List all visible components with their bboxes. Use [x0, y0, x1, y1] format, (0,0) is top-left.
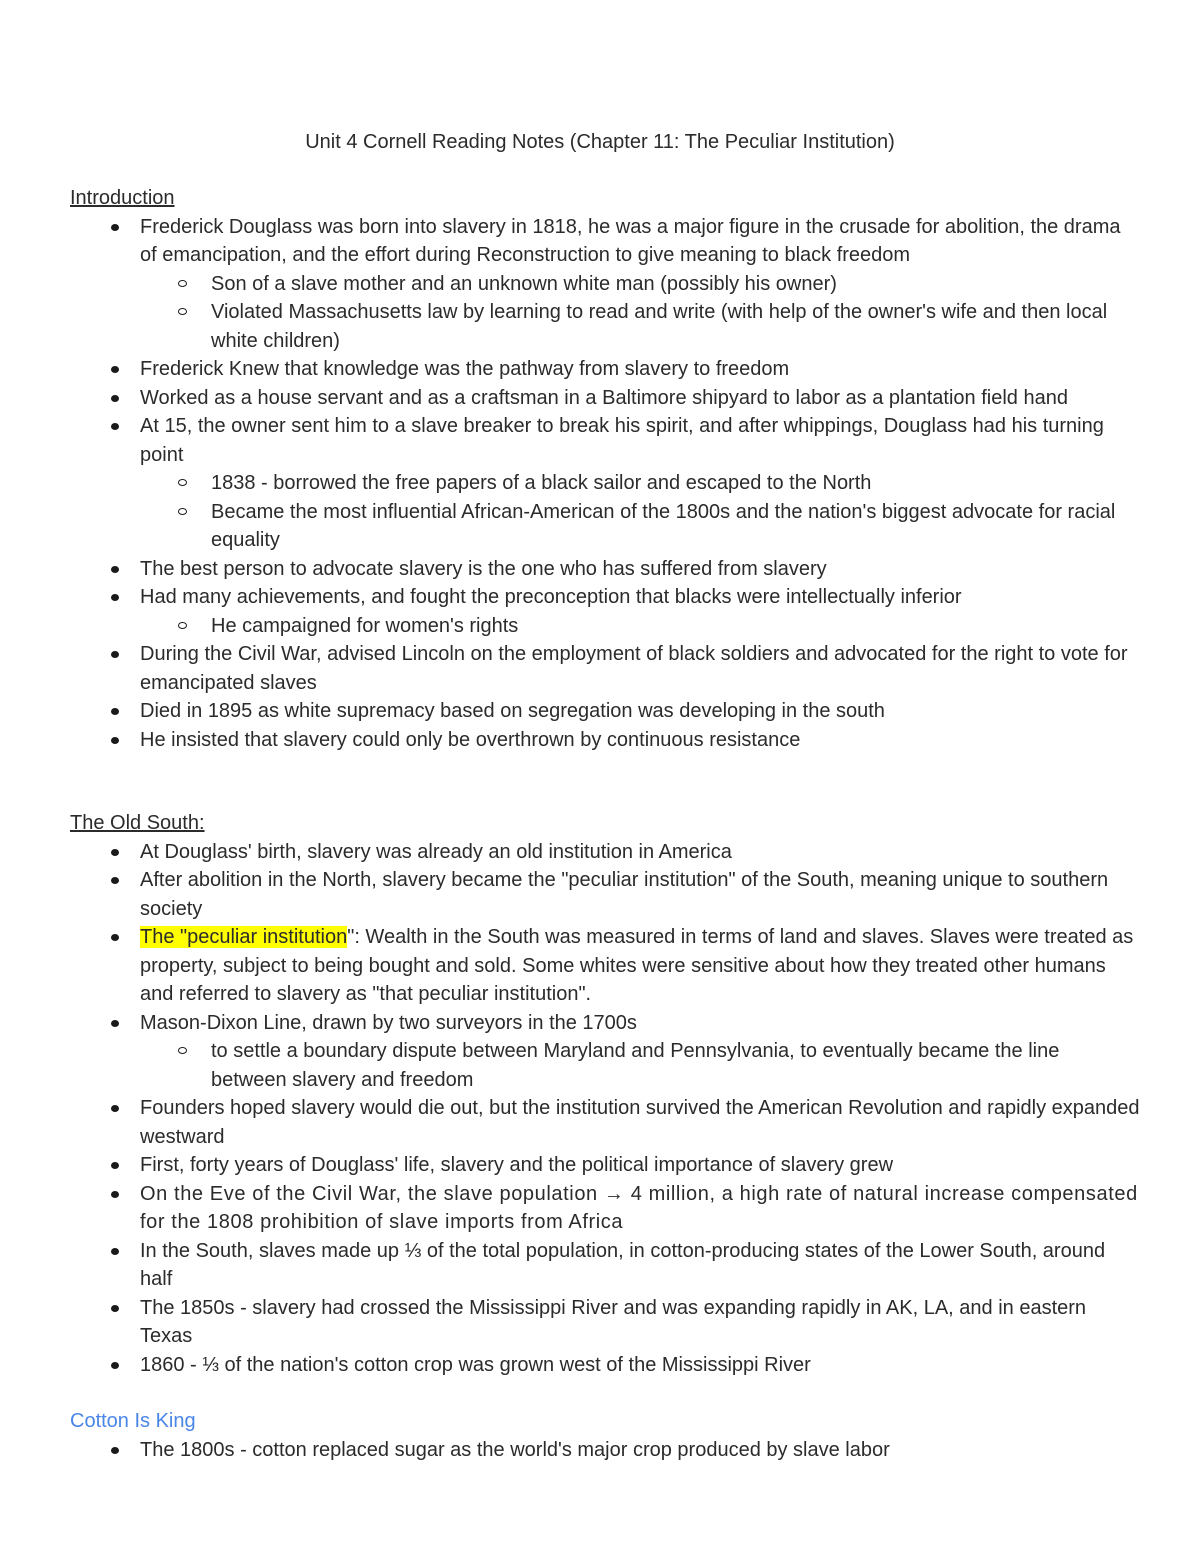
bullet-list [70, 1436, 1140, 1465]
list-item-highlighted [70, 923, 1140, 1009]
highlighted-text: The "peculiar institution [140, 926, 348, 948]
sub-list-item: Son of a slave mother and an unknown white man (possibly his owner) [70, 270, 1140, 299]
sub-list-item: to settle a boundary dispute between Maryland and Pennsylvania, to eventually became the line between slavery and freedom [70, 1037, 1140, 1094]
list-item: Mason-Dixon Line, drawn by two surveyors in the 1700s [70, 1009, 1140, 1038]
section-heading-introduction: Introduction [70, 187, 175, 209]
sub-list-item: Became the most influential African-American of the 1800s and the nation's biggest advocate for racial equality [70, 498, 1140, 555]
bullet-list [70, 213, 1140, 755]
document-title: Unit 4 Cornell Reading Notes (Chapter 11: The Peculiar Institution) [305, 131, 895, 153]
list-item: After abolition in the North, slavery became the "peculiar institution" of the South, meaning unique to southern society [70, 866, 1140, 923]
list-item: Had many achievements, and fought the preconception that blacks were intellectually inferior [70, 583, 1140, 612]
list-item: At 15, the owner sent him to a slave breaker to break his spirit, and after whippings, Douglass had his turning point [70, 412, 1140, 469]
list-item-text: ": Wealth in the South was measured in terms of land and slaves. Slaves were treated as property, subject to being bought and sold. Some whites were sensitive about how they treated other humans and referred to slavery as "that peculiar institution". [140, 926, 1134, 1005]
list-item: 1860 - ⅓ of the nation's cotton crop was grown west of the Mississippi River [70, 1351, 1140, 1380]
list-item: First, forty years of Douglass' life, slavery and the political importance of slavery grew [70, 1151, 1140, 1180]
section-heading-old-south: The Old South: [70, 812, 205, 834]
sub-list-item: He campaigned for women's rights [70, 612, 1140, 641]
section-old-south [70, 809, 1140, 1379]
list-item: In the South, slaves made up ⅓ of the total population, in cotton-producing states of the Lower South, around half [70, 1237, 1140, 1294]
list-item: The best person to advocate slavery is the one who has suffered from slavery [70, 555, 1140, 584]
list-item: Worked as a house servant and as a craftsman in a Baltimore shipyard to labor as a plantation field hand [70, 384, 1140, 413]
list-item: The 1800s - cotton replaced sugar as the world's major crop produced by slave labor [70, 1436, 1140, 1465]
list-item: At Douglass' birth, slavery was already an old institution in America [70, 838, 1140, 867]
list-item: Frederick Douglass was born into slavery in 1818, he was a major figure in the crusade for abolition, the drama of emancipation, and the effort during Reconstruction to give meaning to black freedom [70, 213, 1140, 270]
section-heading-cotton-is-king: Cotton Is King [70, 1410, 196, 1432]
list-item: Founders hoped slavery would die out, but the institution survived the American Revolution and rapidly expanded westward [70, 1094, 1140, 1151]
list-item: During the Civil War, advised Lincoln on the employment of black soldiers and advocated for the right to vote for emancipated slaves [70, 640, 1140, 697]
sub-list-item: Violated Massachusetts law by learning to read and write (with help of the owner's wife and then local white children) [70, 298, 1140, 355]
list-item: On the Eve of the Civil War, the slave population → 4 million, a high rate of natural increase compensated for the 1808 prohibition of slave imports from Africa [70, 1180, 1140, 1237]
bullet-list [70, 838, 1140, 1380]
list-item: Frederick Knew that knowledge was the pathway from slavery to freedom [70, 355, 1140, 384]
list-item: Died in 1895 as white supremacy based on segregation was developing in the south [70, 697, 1140, 726]
section-introduction [70, 184, 1140, 754]
list-item: The 1850s - slavery had crossed the Mississippi River and was expanding rapidly in AK, LA, and in eastern Texas [70, 1294, 1140, 1351]
list-item: He insisted that slavery could only be overthrown by continuous resistance [70, 726, 1140, 755]
section-cotton-is-king [70, 1407, 1140, 1464]
sub-list-item: 1838 - borrowed the free papers of a black sailor and escaped to the North [70, 469, 1140, 498]
